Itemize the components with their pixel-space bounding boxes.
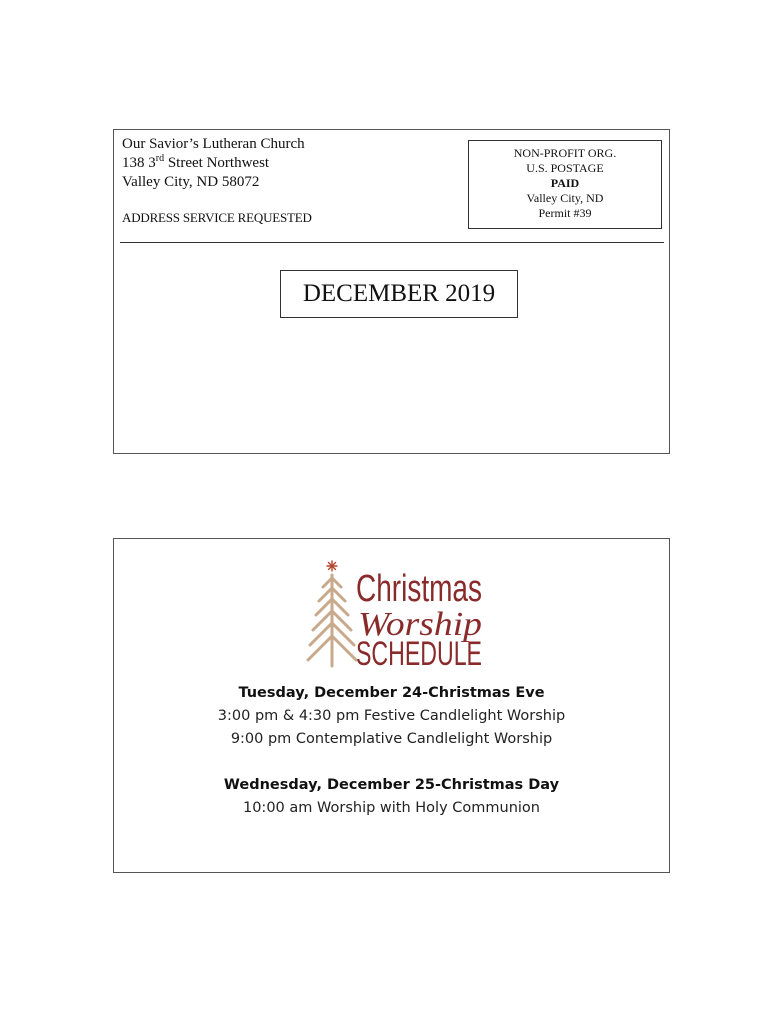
postage-line-1: NON-PROFIT ORG.: [513, 146, 617, 160]
mailing-panel: [113, 129, 670, 454]
day-heading: Wednesday, December 25-Christmas Day: [223, 777, 560, 793]
service-line: 3:00 pm & 4:30 pm Festive Candlelight Worship: [217, 708, 566, 724]
worship-schedule-panel: [113, 538, 670, 873]
logo-line-schedule: SCHEDULE: [356, 635, 482, 673]
postage-indicia: [468, 140, 662, 229]
postage-line-4: Valley City, ND: [526, 191, 604, 205]
issue-month: DECEMBER 2019: [280, 270, 518, 318]
christmas-worship-logo: [306, 557, 486, 673]
postage-paid: PAID: [550, 176, 580, 190]
sender-street: 138 3rd Street Northwest: [122, 153, 270, 171]
sender-city: Valley City, ND 58072: [122, 174, 260, 190]
return-address: [122, 135, 305, 192]
service-line: 10:00 am Worship with Holy Communion: [242, 800, 540, 816]
service-times: [114, 682, 669, 820]
address-service-note: ADDRESS SERVICE REQUESTED: [122, 210, 312, 225]
logo-line-christmas: Christmas: [356, 568, 482, 610]
sender-name: Our Savior’s Lutheran Church: [122, 136, 305, 152]
day-heading: Tuesday, December 24-Christmas Eve: [238, 685, 545, 701]
postage-permit: Permit #39: [538, 206, 592, 220]
christmas-tree-star-icon: [308, 561, 356, 666]
service-line: 9:00 pm Contemplative Candlelight Worship: [230, 731, 553, 747]
postage-line-2: U.S. POSTAGE: [526, 161, 604, 175]
logo-line-worship: Worship: [358, 606, 482, 643]
divider-line: [120, 242, 664, 243]
